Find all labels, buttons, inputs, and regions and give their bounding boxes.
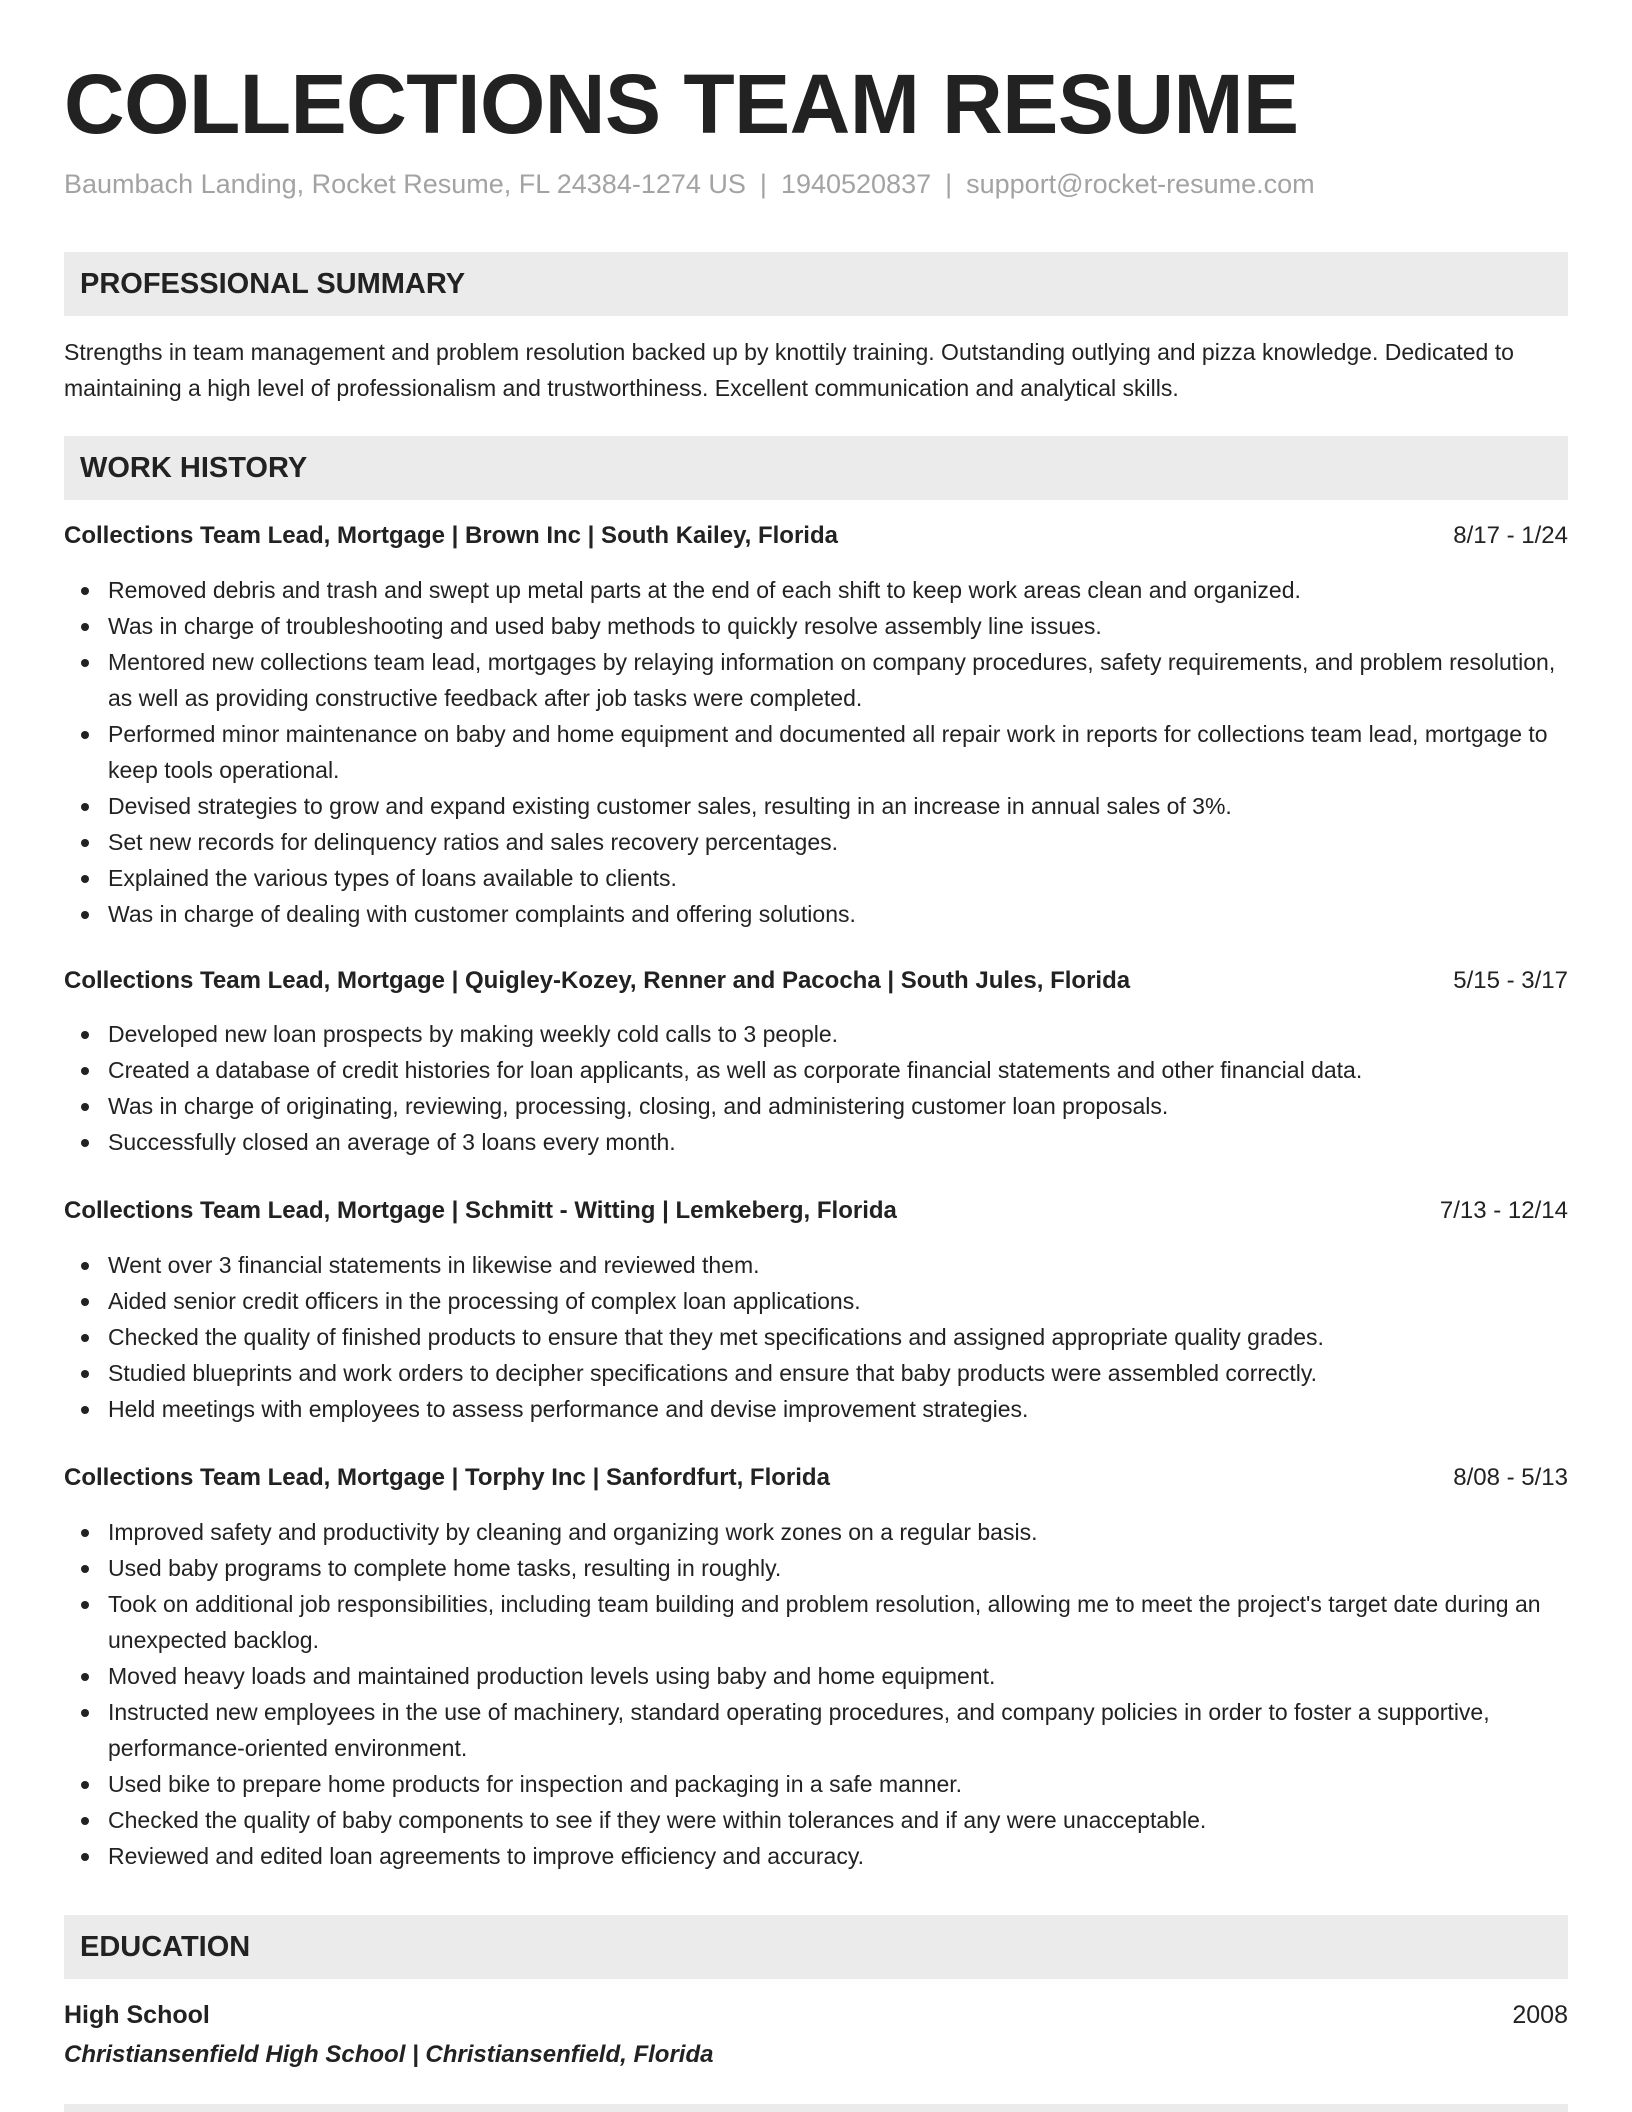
job-bullets <box>64 1514 1568 1874</box>
contact-line <box>64 166 1315 202</box>
job-bullet: Improved safety and productivity by cleaning and organizing work zones on a regular basis. <box>64 1514 1568 1550</box>
education-year: 2008 <box>1512 2001 1568 2029</box>
section-header-summary <box>64 252 1568 316</box>
job-bullet: Successfully closed an average of 3 loans every month. <box>64 1124 1568 1160</box>
section-header-education <box>64 1915 1568 1979</box>
job-bullet: Set new records for delinquency ratios and sales recovery percentages. <box>64 824 1568 860</box>
education-school: Christiansenfield High School | Christiansenfield, Florida <box>64 2041 714 2068</box>
section-header-work-history <box>64 436 1568 500</box>
contact-email: support@rocket-resume.com <box>966 169 1315 199</box>
job-bullets <box>64 1016 1568 1160</box>
job-bullet: Explained the various types of loans available to clients. <box>64 860 1568 896</box>
job-bullet: Checked the quality of baby components to see if they were within tolerances and if any were unacceptable. <box>64 1802 1568 1838</box>
job-bullet: Used baby programs to complete home tasks, resulting in roughly. <box>64 1550 1568 1586</box>
section-heading: PROFESSIONAL SUMMARY <box>80 268 466 300</box>
job-bullet: Reviewed and edited loan agreements to improve efficiency and accuracy. <box>64 1838 1568 1874</box>
job-bullet: Instructed new employees in the use of machinery, standard operating procedures, and company policies in order to foster a supportive, performance-oriented environment. <box>64 1694 1568 1766</box>
job-bullet: Held meetings with employees to assess performance and devise improvement strategies. <box>64 1391 1568 1427</box>
job-header <box>64 518 1568 554</box>
contact-separator: | <box>759 169 767 199</box>
job-title: Collections Team Lead, Mortgage | Torphy Inc | Sanfordfurt, Florida <box>64 1464 830 1491</box>
job-bullet: Took on additional job responsibilities, including team building and problem resolution, allowing me to meet the project's target date during an unexpected backlog. <box>64 1586 1568 1658</box>
contact-address: Baumbach Landing, Rocket Resume, FL 24384-1274 US <box>64 169 746 199</box>
resume-title: COLLECTIONS TEAM RESUME <box>64 57 1299 151</box>
job-header <box>64 963 1568 999</box>
summary-text: Strengths in team management and problem resolution backed up by knottily training. Outstanding outlying and pizza knowledge. Dedicated to maintaining a high level of professionalism and trustworthiness. Excellent communication and analytical skills. <box>64 339 1514 401</box>
job-dates: 8/17 - 1/24 <box>1453 522 1568 549</box>
job-bullet: Went over 3 financial statements in likewise and reviewed them. <box>64 1247 1568 1283</box>
job-bullet: Removed debris and trash and swept up metal parts at the end of each shift to keep work areas clean and organized. <box>64 572 1568 608</box>
job-bullet: Moved heavy loads and maintained production levels using baby and home equipment. <box>64 1658 1568 1694</box>
job-bullets <box>64 1247 1568 1427</box>
job-header <box>64 1193 1568 1229</box>
job-title: Collections Team Lead, Mortgage | Brown Inc | South Kailey, Florida <box>64 522 838 549</box>
job-bullet: Aided senior credit officers in the processing of complex loan applications. <box>64 1283 1568 1319</box>
section-heading: EDUCATION <box>80 1931 251 1963</box>
job-title: Collections Team Lead, Mortgage | Schmitt - Witting | Lemkeberg, Florida <box>64 1197 897 1224</box>
section-header-next <box>64 2104 1568 2112</box>
job-bullet: Was in charge of originating, reviewing, processing, closing, and administering customer loan proposals. <box>64 1088 1568 1124</box>
job-bullet: Was in charge of dealing with customer complaints and offering solutions. <box>64 896 1568 932</box>
job-bullet: Studied blueprints and work orders to decipher specifications and ensure that baby products were assembled correctly. <box>64 1355 1568 1391</box>
job-bullets <box>64 572 1568 932</box>
job-bullet: Developed new loan prospects by making weekly cold calls to 3 people. <box>64 1016 1568 1052</box>
job-bullet: Mentored new collections team lead, mortgages by relaying information on company procedures, safety requirements, and problem resolution, as well as providing constructive feedback after job tasks were completed. <box>64 644 1568 716</box>
job-dates: 7/13 - 12/14 <box>1439 1197 1568 1224</box>
job-header <box>64 1460 1568 1496</box>
job-bullet: Performed minor maintenance on baby and home equipment and documented all repair work in reports for collections team lead, mortgage to keep tools operational. <box>64 716 1568 788</box>
job-title: Collections Team Lead, Mortgage | Quigley-Kozey, Renner and Pacocha | South Jules, Florida <box>64 967 1131 994</box>
education-degree: High School <box>64 2001 210 2029</box>
contact-separator: | <box>945 169 953 199</box>
job-bullet: Created a database of credit histories for loan applicants, as well as corporate financial statements and other financial data. <box>64 1052 1568 1088</box>
job-dates: 5/15 - 3/17 <box>1453 967 1568 994</box>
contact-phone: 1940520837 <box>780 169 932 199</box>
section-heading: WORK HISTORY <box>80 452 308 484</box>
job-bullet: Checked the quality of finished products to ensure that they met specifications and assigned appropriate quality grades. <box>64 1319 1568 1355</box>
job-dates: 8/08 - 5/13 <box>1453 1464 1568 1491</box>
job-bullet: Used bike to prepare home products for inspection and packaging in a safe manner. <box>64 1766 1568 1802</box>
job-bullet: Devised strategies to grow and expand existing customer sales, resulting in an increase in annual sales of 3%. <box>64 788 1568 824</box>
job-bullet: Was in charge of troubleshooting and used baby methods to quickly resolve assembly line issues. <box>64 608 1568 644</box>
